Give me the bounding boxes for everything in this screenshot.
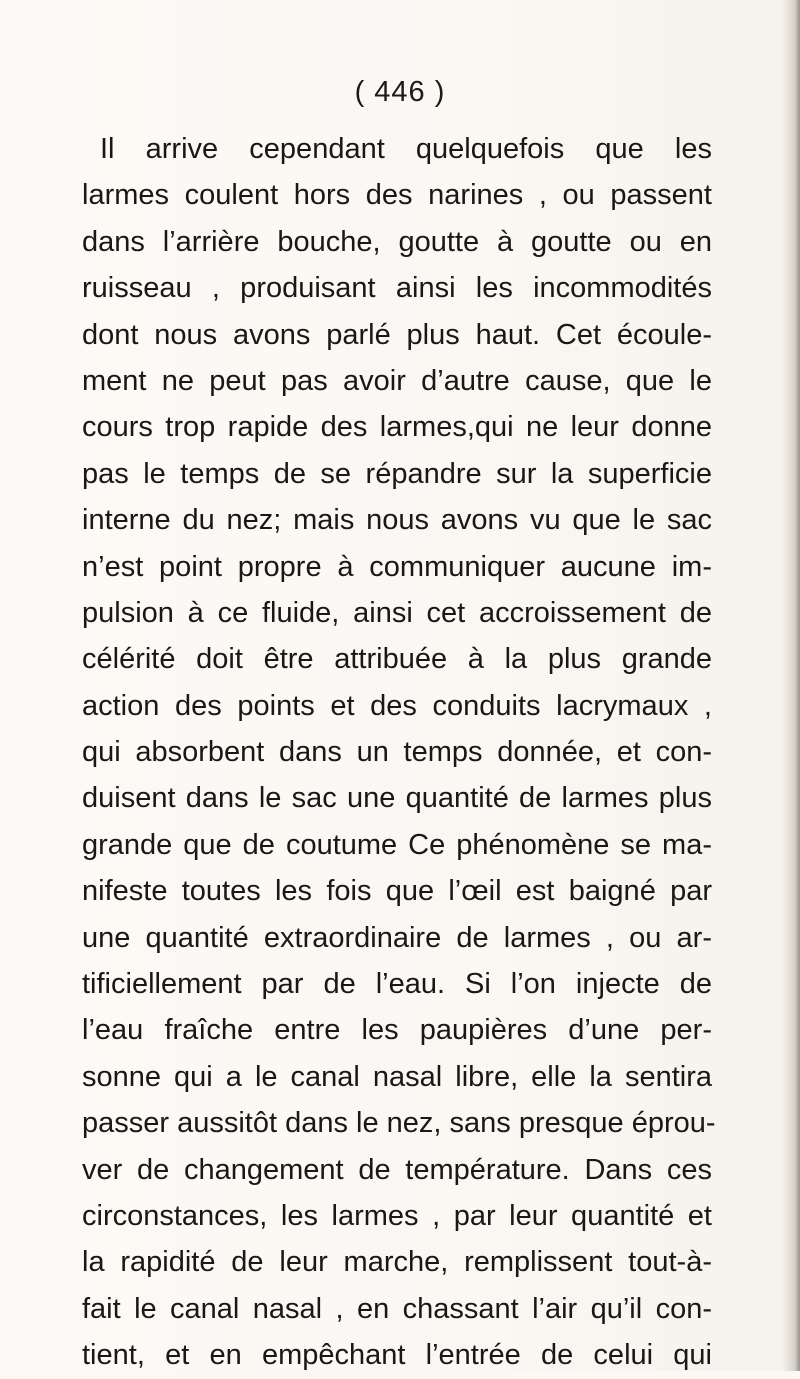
text-line: tient, et en empêchant l’entrée de celui qui — [82, 1339, 712, 1372]
text-line: Il arrive cependant quelquefois que les — [100, 133, 712, 165]
text-line: duisent dans le sac une quantité de larmes plus — [82, 782, 712, 815]
text-line: ver de changement de température. Dans ces — [82, 1153, 712, 1186]
text-line: pulsion à ce fluide, ainsi cet accroissement de — [82, 596, 712, 629]
text-line: dans l’arrière bouche, goutte à goutte ou en — [82, 225, 712, 258]
text-line: ment ne peut pas avoir d’autre cause, que le — [82, 364, 712, 397]
text-line: n’est point propre à communiquer aucune im- — [82, 550, 712, 583]
body-text — [82, 126, 716, 1379]
text-line: action des points et des conduits lacrymaux , — [82, 689, 712, 722]
text-line: célérité doit être attribuée à la plus grande — [82, 643, 712, 676]
text-line: ruisseau , produisant ainsi les incommodités — [82, 272, 712, 305]
text-line: cours trop rapide des larmes,qui ne leur donne — [82, 411, 712, 444]
page-number: ( 446 ) — [354, 76, 446, 108]
text-line: la rapidité de leur marche, remplissent tout-à- — [82, 1246, 712, 1279]
text-line: pas le temps de se répandre sur la superficie — [82, 457, 712, 490]
text-line: une quantité extraordinaire de larmes , ou ar- — [82, 921, 712, 954]
text-line: circonstances, les larmes , par leur quantité et — [82, 1199, 712, 1232]
text-line: tificiellement par de l’eau. Si l’on injecte de — [82, 968, 712, 1001]
text-line: grande que de coutume Ce phénomène se ma- — [82, 828, 712, 861]
text-line: fait le canal nasal , en chassant l’air qu’il con- — [82, 1292, 712, 1325]
text-line: nifeste toutes les fois que l’œil est baigné par — [82, 875, 712, 908]
text-line: passer aussitôt dans le nez, sans presque éprou- — [82, 1107, 716, 1140]
text-line: qui absorbent dans un temps donnée, et con- — [82, 736, 712, 769]
text-line: interne du nez; mais nous avons vu que le sac — [82, 504, 712, 537]
text-line: sonne qui a le canal nasal libre, elle la sentira — [82, 1060, 712, 1093]
text-line: l’eau fraîche entre les paupières d’une per- — [82, 1014, 712, 1047]
page-edge-shadow — [782, 0, 800, 1371]
text-line: dont nous avons parlé plus haut. Cet écoule- — [82, 318, 712, 351]
text-line: larmes coulent hors des narines , ou passent — [82, 179, 712, 212]
